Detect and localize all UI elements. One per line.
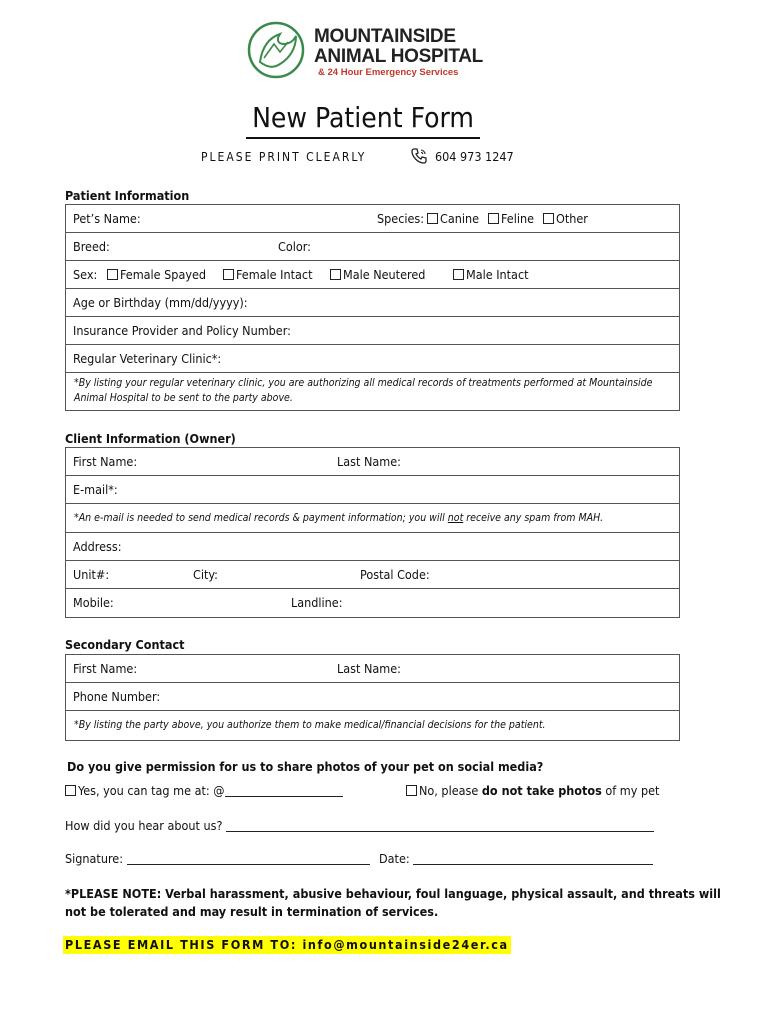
female-intact-checkbox[interactable] [223,269,234,280]
referral-label: How did you hear about us? [65,818,223,833]
phone-icon [410,147,428,165]
unit-city-row[interactable] [66,561,679,589]
species-other-option[interactable]: Other [543,211,588,226]
secondary-phone-label: Phone Number: [73,689,161,704]
feline-checkbox[interactable] [488,213,499,224]
city-label: City: [193,567,218,582]
client-name-row[interactable] [66,448,679,476]
date-blank[interactable] [413,864,653,865]
sex-female-spayed-option[interactable]: Female Spayed [107,267,206,282]
date-label: Date: [379,851,410,866]
conduct-note-line2: not be tolerated and may result in termination of services. [65,904,439,919]
form-title-underline [246,137,480,139]
photo-permission-no[interactable]: No, please do not take photos of my pet [406,783,659,799]
social-handle-blank[interactable] [225,796,343,797]
client-last-name-label: Last Name: [337,454,401,469]
client-info-table [65,447,680,618]
breed-label: Breed: [73,239,110,254]
conduct-note-line1: *PLEASE NOTE: Verbal harassment, abusive behaviour, foul language, physical assault, and threats will [65,886,721,901]
unit-label: Unit#: [73,567,110,582]
color-label: Color: [278,239,311,254]
logo-mark-icon [246,18,308,82]
age-label: Age or Birthday (mm/dd/yyyy): [73,295,248,310]
age-row[interactable] [66,289,679,317]
date-field[interactable] [379,851,653,867]
logo-title-line1: MOUNTAINSIDE [314,26,456,47]
pet-name-label: Pet’s Name: [73,211,141,226]
postal-code-label: Postal Code: [360,567,430,582]
sex-male-intact-option[interactable]: Male Intact [453,267,529,282]
regular-vet-note: *By listing your regular veterinary clinic, you are authorizing all medical records of treatments performed at Mountainside Animal Hospital to be sent to the party above. [74,377,653,404]
secondary-section-title: Secondary Contact [65,637,185,652]
form-title: New Patient Form [252,101,474,134]
signature-label: Signature: [65,851,124,866]
address-row[interactable] [66,533,679,561]
secondary-last-name-label: Last Name: [337,661,401,676]
photo-permission-question: Do you give permission for us to share photos of your pet on social media? [67,759,544,774]
address-label: Address: [73,539,122,554]
photo-yes-checkbox[interactable] [65,785,76,796]
sex-label: Sex: [73,267,98,282]
mobile-label: Mobile: [73,595,114,610]
referral-blank[interactable] [226,831,654,832]
client-first-name-label: First Name: [73,454,138,469]
email-note: *An e-mail is needed to send medical records & payment information; you will not receive any spam from MAH. [66,504,679,533]
regular-vet-row[interactable] [66,345,679,373]
secondary-name-row[interactable] [66,655,679,683]
pet-name-row[interactable] [66,205,679,233]
logo-tagline: & 24 Hour Emergency Services [318,67,459,78]
female-spayed-checkbox[interactable] [107,269,118,280]
regular-vet-label: Regular Veterinary Clinic*: [73,351,222,366]
other-checkbox[interactable] [543,213,554,224]
species-label: Species: [377,211,425,226]
signature-blank[interactable] [127,864,370,865]
email-row[interactable] [66,476,679,504]
insurance-label: Insurance Provider and Policy Number: [73,323,291,338]
secondary-first-name-label: First Name: [73,661,138,676]
male-neutered-checkbox[interactable] [330,269,341,280]
male-intact-checkbox[interactable] [453,269,464,280]
email-note-not: not [447,512,464,524]
sex-female-intact-option[interactable]: Female Intact [223,267,313,282]
species-feline-option[interactable]: Feline [488,211,534,226]
sex-male-neutered-option[interactable]: Male Neutered [330,267,425,282]
patient-info-table [65,204,680,411]
secondary-phone-row[interactable] [66,683,679,711]
print-clearly-instruction: PLEASE PRINT CLEARLY [201,150,367,164]
insurance-row[interactable] [66,317,679,345]
photo-permission-yes[interactable]: Yes, you can tag me at: @ [65,783,343,799]
photo-no-checkbox[interactable] [406,785,417,796]
phone-number: 604 973 1247 [435,149,514,164]
signature-field[interactable] [65,851,370,867]
email-label: E-mail*: [73,482,118,497]
sex-row[interactable] [66,261,679,289]
breed-row[interactable] [66,233,679,261]
phone-row[interactable] [66,589,679,617]
patient-section-title: Patient Information [65,188,190,203]
hospital-logo [246,18,486,86]
landline-label: Landline: [291,595,343,610]
canine-checkbox[interactable] [427,213,438,224]
secondary-contact-table [65,654,680,741]
species-canine-option[interactable]: Canine [427,211,479,226]
logo-title-line2: ANIMAL HOSPITAL [314,46,483,67]
client-section-title: Client Information (Owner) [65,431,236,446]
referral-field[interactable] [65,818,654,834]
secondary-note: *By listing the party above, you authorize them to make medical/financial decisions for the patient. [74,719,546,731]
email-form-instruction: PLEASE EMAIL THIS FORM TO: info@mountainside24er.ca [65,937,509,952]
